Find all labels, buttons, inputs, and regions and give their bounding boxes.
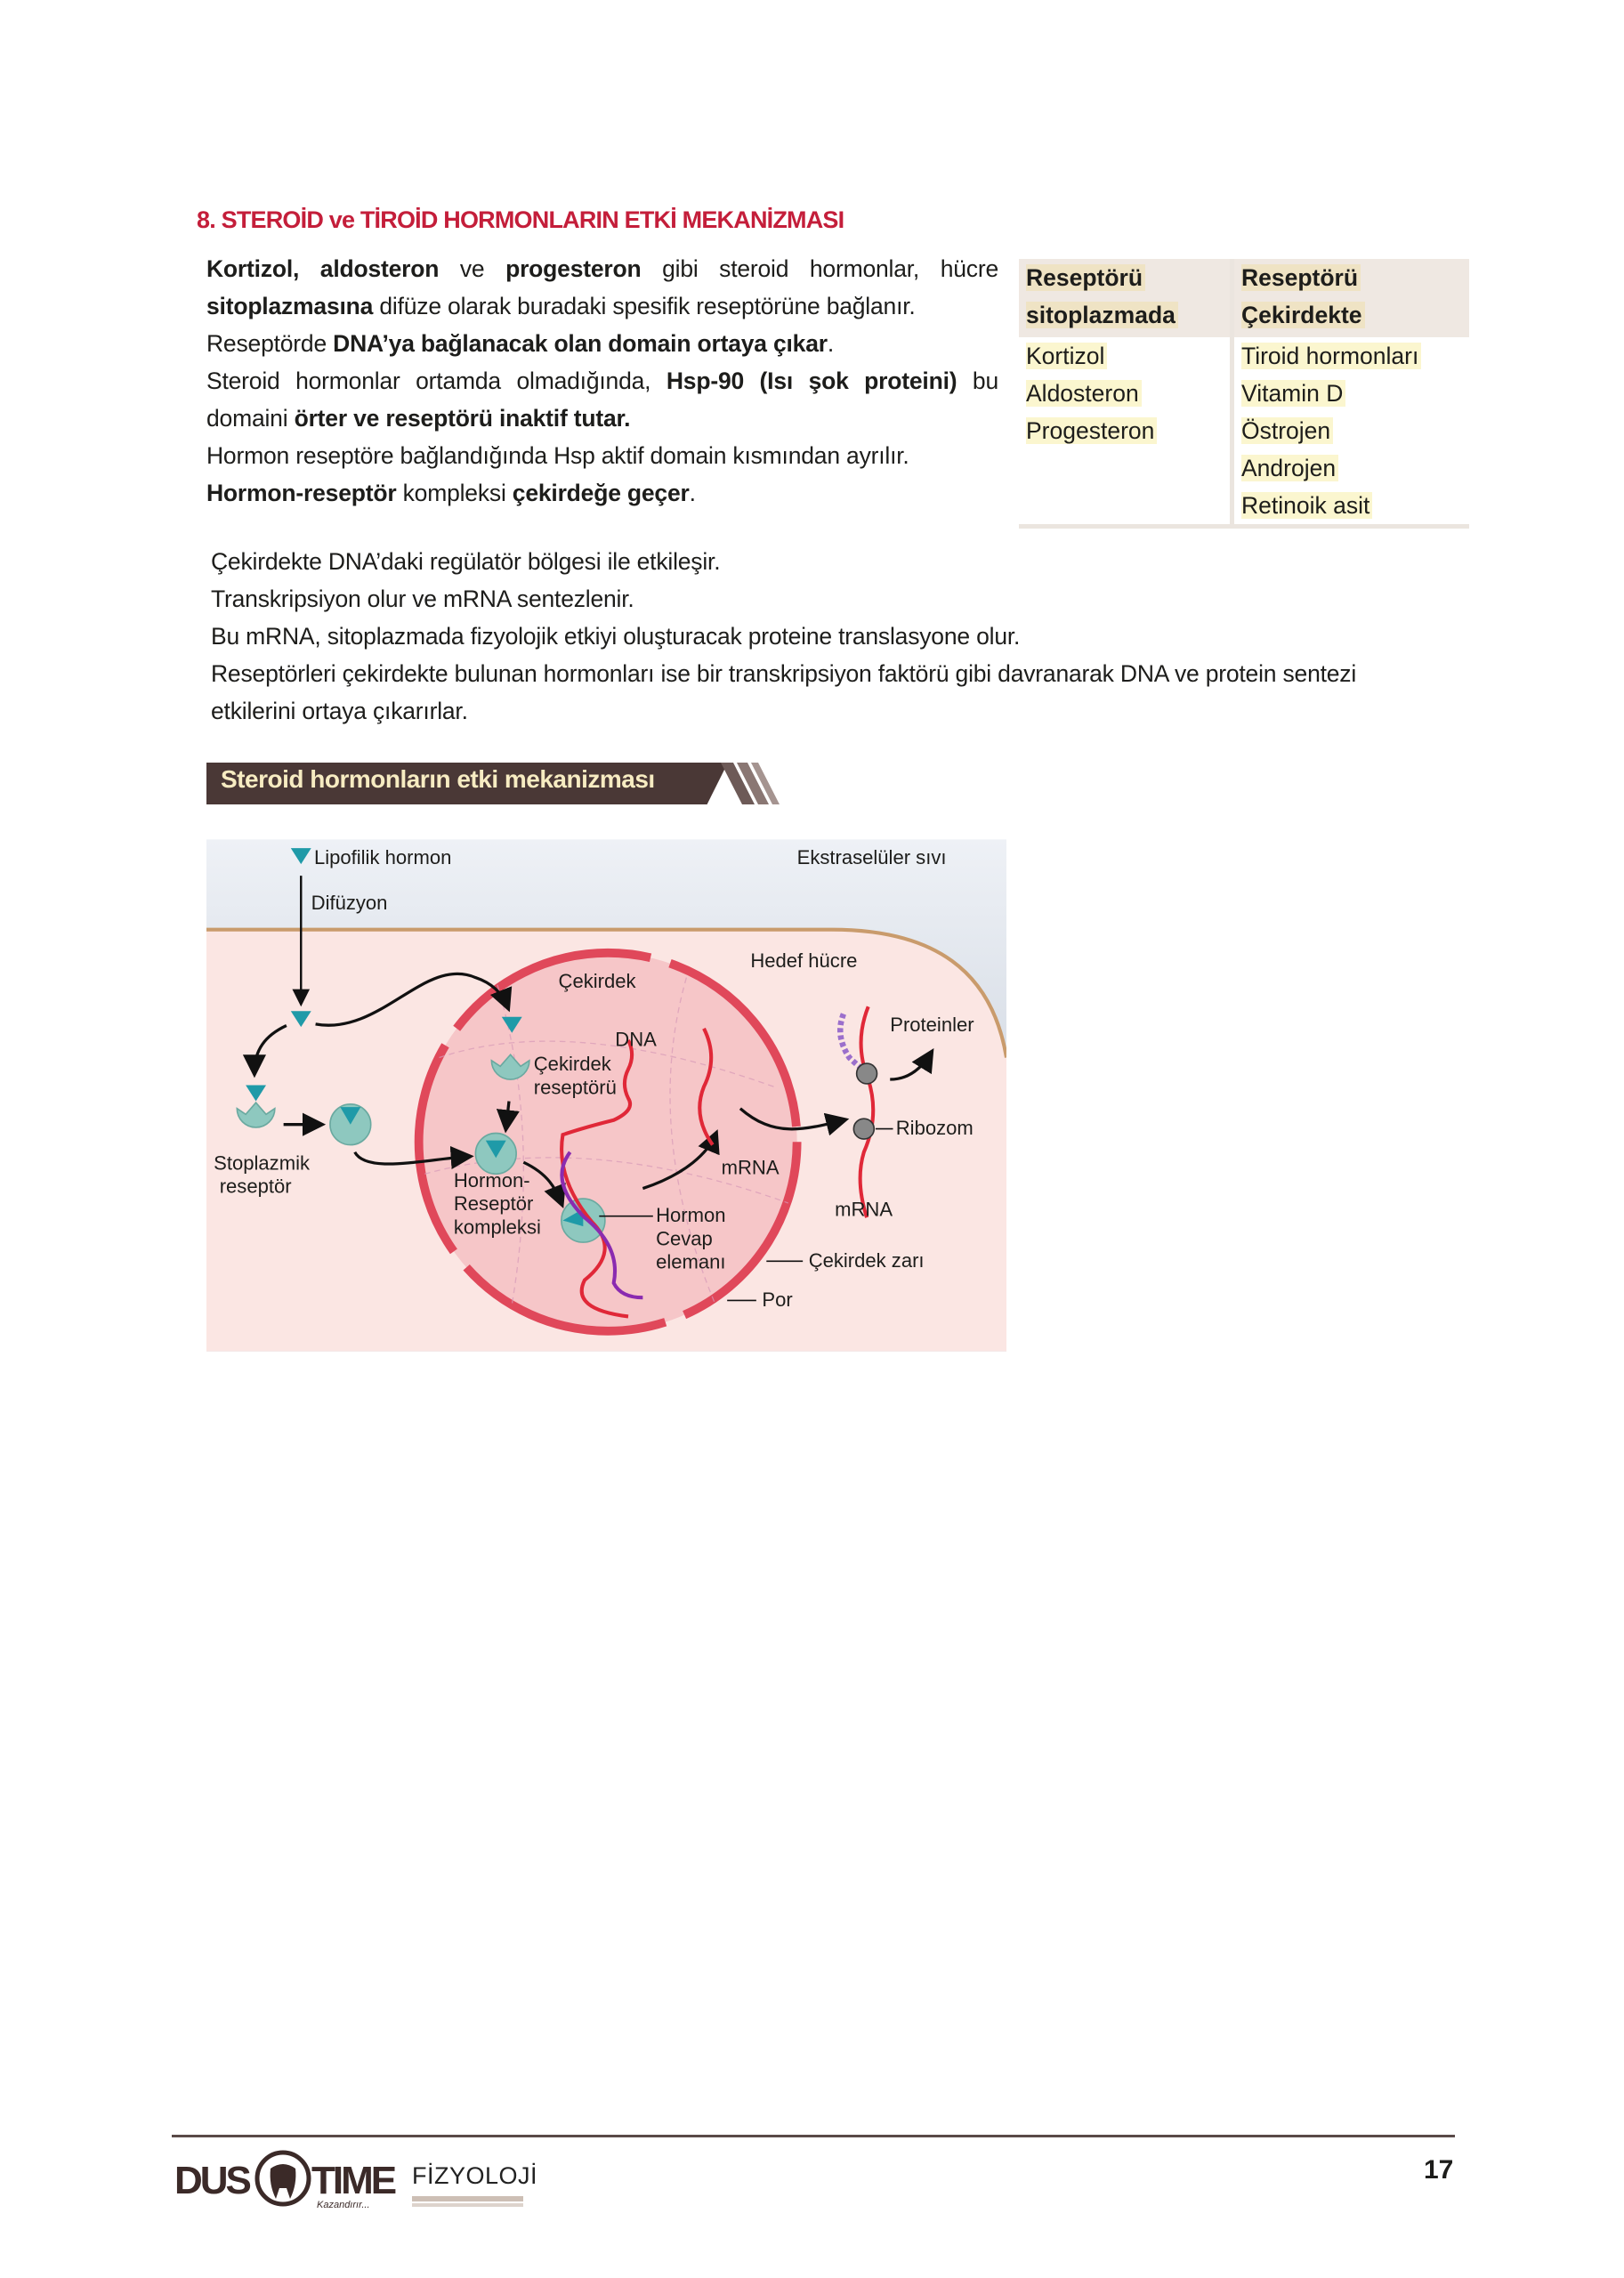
- svg-text:DUS: DUS: [174, 2159, 249, 2202]
- bold-text: progesteron: [505, 255, 642, 282]
- header-text: Reseptörü: [1026, 264, 1145, 291]
- text: .: [827, 330, 835, 357]
- text: domaini: [206, 405, 295, 432]
- label-hormone-receptor: Hormon-: [453, 1168, 530, 1192]
- paragraph-line: [206, 250, 998, 287]
- section-title: 8. STEROİD ve TİROİD HORMONLARIN ETKİ MEKANİZMASI: [197, 206, 844, 233]
- paragraph-line: [206, 400, 998, 437]
- paragraph-line: [206, 437, 998, 474]
- label-nuclear-receptor: Çekirdek: [533, 1053, 611, 1076]
- dustime-logo: [174, 2149, 397, 2211]
- label-diffusion: Difüzyon: [311, 891, 388, 914]
- text: .: [689, 480, 696, 506]
- intro-paragraph: [206, 250, 998, 512]
- bold-text: örter ve reseptörü inaktif tutar.: [294, 405, 631, 432]
- table-cell: [1241, 449, 1469, 487]
- label-hre-2: Cevap: [656, 1227, 713, 1250]
- table-cell: [1026, 412, 1230, 449]
- label-mrna-nuclear: mRNA: [721, 1156, 780, 1179]
- label-proteins: Proteinler: [890, 1014, 974, 1037]
- table-cell: [1241, 375, 1469, 412]
- bold-text: Kortizol, aldosteron: [206, 255, 440, 282]
- label-hormone-receptor-3: kompleksi: [453, 1216, 541, 1239]
- label-hre: Hormon: [656, 1204, 726, 1227]
- table-body: [1019, 337, 1469, 529]
- label-dna: DNA: [615, 1028, 657, 1051]
- label-cytoplasmic-receptor-2: reseptör: [219, 1175, 292, 1198]
- paragraph-line: etkilerini ortaya çıkarırlar.: [211, 698, 468, 724]
- table-cell: [1241, 487, 1469, 524]
- label-nucleus: Çekirdek: [558, 970, 636, 993]
- bold-text: Hormon-reseptör: [206, 480, 397, 506]
- header-text: Çekirdekte: [1241, 302, 1365, 328]
- paragraph-line: [206, 325, 998, 362]
- label-lipophilic-hormone: Lipofilik hormon: [313, 846, 452, 869]
- label-ribosome: Ribozom: [895, 1117, 974, 1140]
- bold-text: DNA’ya bağlanacak olan domain ortaya çıkar: [333, 330, 828, 357]
- cell-text: Retinoik asit: [1241, 492, 1372, 519]
- text: kompleksi: [396, 480, 513, 506]
- label-pore: Por: [762, 1288, 793, 1312]
- cell-text: Vitamin D: [1241, 380, 1345, 407]
- table-header: [1019, 259, 1469, 337]
- cell-text: Kortizol: [1026, 343, 1107, 369]
- bold-text: Hsp-90 (Isı şok proteini): [666, 368, 957, 394]
- paragraph-line: [206, 362, 998, 400]
- label-hre-3: elemanı: [656, 1250, 726, 1273]
- cell-text: Östrojen: [1241, 417, 1333, 444]
- text: Hormon reseptöre bağlandığında Hsp aktif domain kısmından ayrılır.: [206, 442, 909, 469]
- paragraph-line: [206, 474, 998, 512]
- table-cell: [1241, 412, 1469, 449]
- nucleus-column: [1230, 337, 1469, 524]
- page-number: 17: [1424, 2155, 1454, 2185]
- cytoplasm-column: [1019, 337, 1230, 524]
- cell-text: Androjen: [1241, 455, 1338, 481]
- paragraph-line: Reseptörleri çekirdekte bulunan hormonları ise bir transkripsiyon faktörü gibi davranarak DNA ve protein sentezi: [211, 660, 1357, 687]
- label-hormone-receptor-2: Reseptör: [453, 1192, 534, 1216]
- subject-label: FİZYOLOJİ: [412, 2162, 538, 2189]
- table-cell: [1241, 337, 1469, 375]
- text: difüze olarak buradaki spesifik reseptörüne bağlanır.: [373, 293, 916, 319]
- label-target-cell: Hedef hücre: [750, 949, 858, 973]
- label-mrna-cytoplasm: mRNA: [835, 1198, 893, 1221]
- header-nucleus: [1230, 259, 1469, 337]
- ribosome-icon: [853, 1119, 874, 1139]
- paragraph-line: Çekirdekte DNA’daki regülatör bölgesi ile etkileşir.: [211, 548, 721, 575]
- header-cytoplasm: [1019, 259, 1230, 337]
- mechanism-paragraph: [211, 543, 1457, 730]
- header-text: sitoplazmada: [1026, 302, 1178, 328]
- table-cell: [1026, 337, 1230, 375]
- steroid-mechanism-diagram: [206, 839, 1006, 1352]
- ribosome-icon: [857, 1063, 877, 1084]
- text: Steroid hormonlar ortamda olmadığında,: [206, 368, 667, 394]
- header-text: Reseptörü: [1241, 264, 1361, 291]
- cell-text: Tiroid hormonları: [1241, 343, 1421, 369]
- text: bu: [957, 368, 998, 394]
- table-cell: [1026, 375, 1230, 412]
- svg-text:Kazandırır...: Kazandırır...: [317, 2200, 370, 2210]
- tooth-icon: [271, 2164, 296, 2199]
- cell-text: Progesteron: [1026, 417, 1157, 444]
- subject-underline: [412, 2196, 523, 2203]
- paragraph-line: Transkripsiyon olur ve mRNA sentezlenir.: [211, 586, 634, 612]
- label-nuclear-receptor-2: reseptörü: [533, 1076, 617, 1099]
- label-extracellular: Ekstraselüler sıvı: [796, 846, 947, 869]
- banner-stripes: [717, 763, 780, 804]
- figure-banner-title: Steroid hormonların etki mekanizması: [221, 765, 655, 793]
- bold-text: sitoplazmasına: [206, 293, 374, 319]
- label-nuclear-envelope: Çekirdek zarı: [808, 1248, 925, 1272]
- text: Reseptörde: [206, 330, 334, 357]
- footer-rule: [172, 2135, 1455, 2137]
- text: ve: [439, 255, 506, 282]
- bold-text: çekirdeğe geçer: [512, 480, 690, 506]
- paragraph-line: [206, 287, 998, 325]
- text: gibi steroid hormonlar, hücre: [641, 255, 998, 282]
- paragraph-line: Bu mRNA, sitoplazmada fizyolojik etkiyi oluşturacak proteine translasyone olur.: [211, 623, 1021, 650]
- svg-text:TIME: TIME: [311, 2159, 395, 2202]
- label-cytoplasmic-receptor: Stoplazmik: [214, 1151, 311, 1175]
- cell-text: Aldosteron: [1026, 380, 1142, 407]
- receptor-location-table: [1019, 259, 1469, 529]
